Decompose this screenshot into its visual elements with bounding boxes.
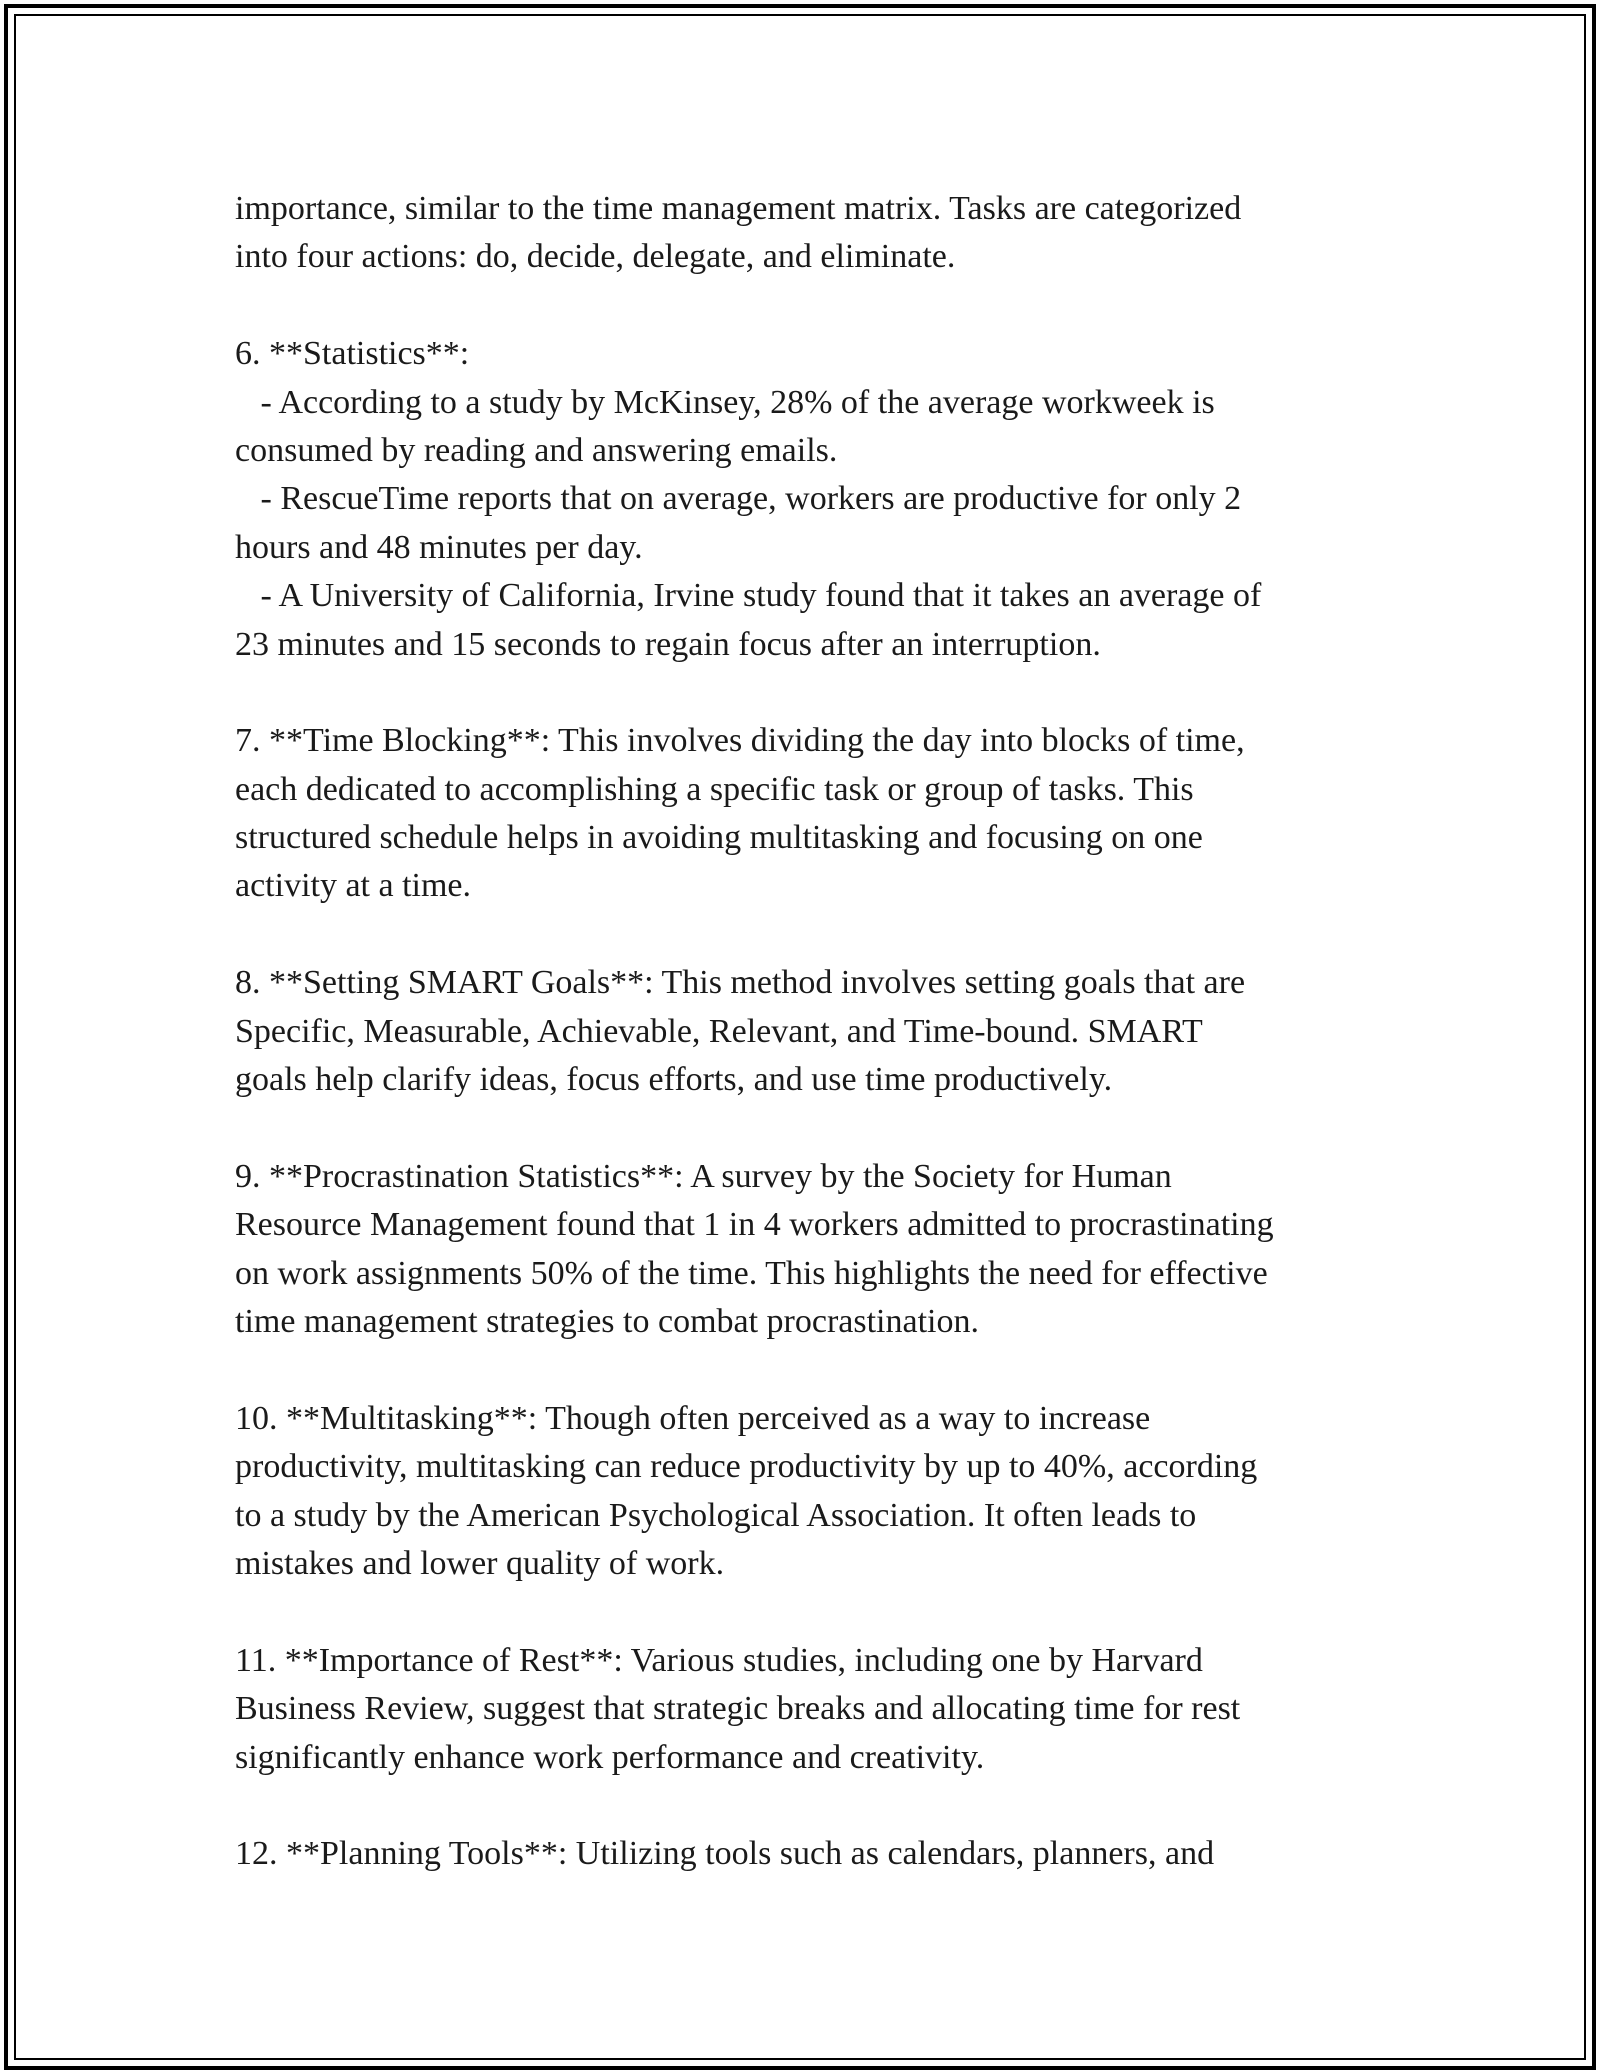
text-line: productivity, multitasking can reduce productivity by up to 40%, according (235, 1448, 1258, 1486)
paragraph-item-12-planning-tools (235, 1830, 1365, 1878)
paragraph-item-10-multitasking (235, 1395, 1365, 1589)
text-line: hours and 48 minutes per day. (235, 528, 643, 566)
text-line: importance, similar to the time management matrix. Tasks are categorized (235, 190, 1242, 227)
text-line: 6. **Statistics**: (235, 335, 470, 373)
text-line: 8. **Setting SMART Goals**: This method involves setting goals that are (235, 964, 1246, 1002)
paragraph-spacer (235, 669, 1365, 717)
text-line: 12. **Planning Tools**: Utilizing tools such as calendars, planners, and (235, 1835, 1215, 1873)
paragraph-spacer (235, 282, 1365, 330)
text-line: - According to a study by McKinsey, 28% of the average workweek is (235, 383, 1215, 421)
text-line: structured schedule helps in avoiding multitasking and focusing on one (235, 819, 1203, 857)
text-line: Business Review, suggest that strategic breaks and allocating time for rest (235, 1690, 1241, 1728)
paragraph-spacer (235, 911, 1365, 959)
text-line: - RescueTime reports that on average, workers are productive for only 2 (235, 480, 1242, 518)
text-line: time management strategies to combat procrastination. (235, 1302, 979, 1340)
paragraph-item-7-time-blocking (235, 717, 1365, 911)
paragraph-spacer (235, 1588, 1365, 1636)
text-line: 9. **Procrastination Statistics**: A survey by the Society for Human (235, 1157, 1172, 1195)
paragraph-continuation (235, 185, 1365, 282)
text-line: significantly enhance work performance and creativity. (235, 1738, 985, 1776)
text-line: consumed by reading and answering emails. (235, 431, 838, 469)
paragraph-item-6-statistics (235, 330, 1365, 669)
paragraph-spacer (235, 1104, 1365, 1152)
text-line: into four actions: do, decide, delegate, and eliminate. (235, 238, 956, 276)
paragraph-item-11-rest (235, 1637, 1365, 1782)
text-line: goals help clarify ideas, focus efforts, and use time productively. (235, 1061, 1113, 1099)
text-line: 10. **Multitasking**: Though often perceived as a way to increase (235, 1399, 1151, 1437)
text-line: to a study by the American Psychological Association. It often leads to (235, 1496, 1197, 1534)
text-line: - A University of California, Irvine study found that it takes an average of (235, 577, 1262, 615)
paragraph-item-8-smart-goals (235, 959, 1365, 1104)
text-line: activity at a time. (235, 867, 472, 905)
text-line: mistakes and lower quality of work. (235, 1544, 725, 1582)
text-line: 11. **Importance of Rest**: Various studies, including one by Harvard (235, 1641, 1203, 1679)
text-line: 7. **Time Blocking**: This involves dividing the day into blocks of time, (235, 722, 1245, 760)
text-line: on work assignments 50% of the time. This highlights the need for effective (235, 1254, 1268, 1292)
document-body (235, 185, 1365, 1879)
text-line: Specific, Measurable, Achievable, Relevant, and Time-bound. SMART (235, 1012, 1203, 1050)
text-line: each dedicated to accomplishing a specific task or group of tasks. This (235, 770, 1194, 808)
paragraph-spacer (235, 1346, 1365, 1394)
text-line: 23 minutes and 15 seconds to regain focus after an interruption. (235, 625, 1101, 663)
paragraph-item-9-procrastination (235, 1153, 1365, 1347)
paragraph-spacer (235, 1782, 1365, 1830)
text-line: Resource Management found that 1 in 4 workers admitted to procrastinating (235, 1206, 1274, 1244)
